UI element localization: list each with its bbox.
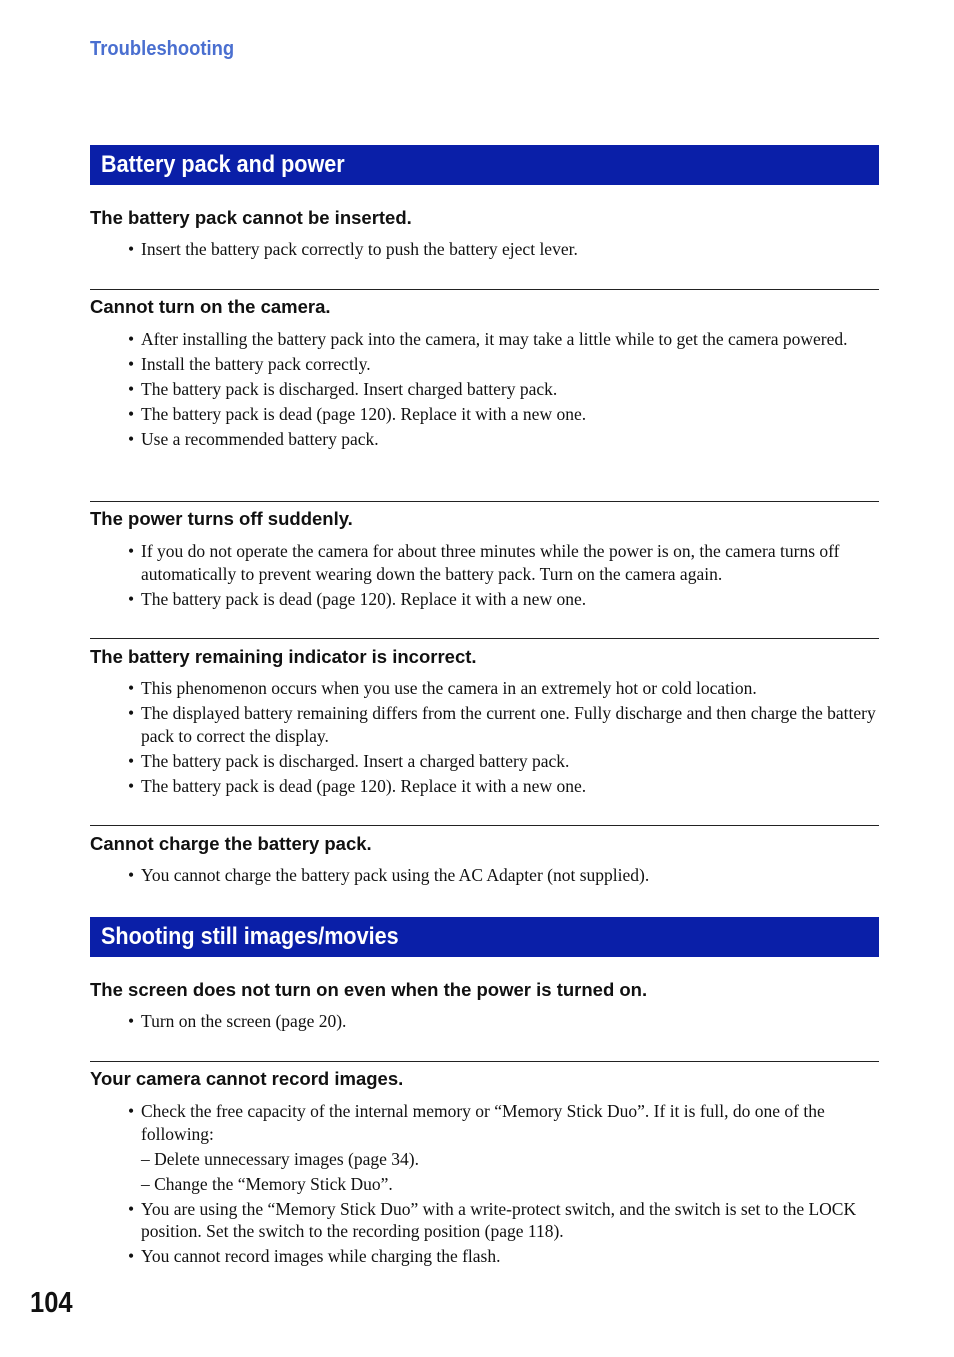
list-item: • Use a recommended battery pack. [128, 428, 880, 451]
list-item: • You cannot charge the battery pack using the AC Adapter (not supplied). [128, 864, 880, 887]
list-item: • After installing the battery pack into the camera, it may take a little while to get the camera powered. [128, 328, 880, 351]
list-item: • You cannot record images while charging the flash. [128, 1245, 880, 1268]
list-item: • Check the free capacity of the internal memory or “Memory Stick Duo”. If it is full, do one of the following: [128, 1100, 880, 1145]
answer-list [128, 1010, 880, 1035]
divider [90, 825, 879, 826]
divider [90, 638, 879, 639]
question-title: Cannot turn on the camera. [90, 296, 331, 317]
question-title: Your camera cannot record images. [90, 1068, 404, 1089]
question-title: The screen does not turn on even when the power is turned on. [90, 979, 648, 1000]
divider [90, 501, 879, 502]
list-item: • Install the battery pack correctly. [128, 353, 880, 376]
answer-list [128, 1100, 880, 1270]
list-item: • Insert the battery pack correctly to push the battery eject lever. [128, 238, 880, 261]
sub-list-item: – Delete unnecessary images (page 34). [141, 1148, 419, 1169]
list-item: • If you do not operate the camera for about three minutes while the power is on, the camera turns off automatically to prevent wearing down the battery pack. Turn on the camera again. [128, 540, 880, 585]
divider [90, 289, 879, 290]
question-title: The battery remaining indicator is incorrect. [90, 646, 477, 667]
answer-list [128, 677, 880, 800]
answer-list [128, 328, 880, 453]
running-head: Troubleshooting [90, 38, 235, 60]
list-item: • The displayed battery remaining differs from the current one. Fully discharge and then charge the battery pack to correct the display. [128, 702, 880, 747]
list-item: • This phenomenon occurs when you use the camera in an extremely hot or cold location. [128, 677, 880, 700]
list-item: • The battery pack is dead (page 120). Replace it with a new one. [128, 775, 880, 798]
list-item: • The battery pack is dead (page 120). Replace it with a new one. [128, 588, 880, 611]
list-item: • The battery pack is discharged. Insert a charged battery pack. [128, 750, 880, 773]
section-header-battery-pack-and-power [90, 145, 879, 185]
divider [90, 1061, 879, 1062]
section-header-shooting-still-images-movies [90, 917, 879, 957]
answer-list [128, 864, 880, 889]
list-item: • You are using the “Memory Stick Duo” with a write-protect switch, and the switch is set to the LOCK position. Set the switch to the recording position (page 118). [128, 1198, 880, 1243]
question-title: Cannot charge the battery pack. [90, 833, 372, 854]
section-title: Shooting still images/movies [101, 923, 399, 950]
answer-list [128, 540, 880, 613]
sub-list-item: – Change the “Memory Stick Duo”. [141, 1173, 393, 1194]
page-number: 104 [30, 1287, 73, 1319]
question-title: The battery pack cannot be inserted. [90, 207, 412, 228]
question-title: The power turns off suddenly. [90, 508, 353, 529]
section-title: Battery pack and power [101, 151, 345, 178]
list-item: • The battery pack is dead (page 120). Replace it with a new one. [128, 403, 880, 426]
list-item: • The battery pack is discharged. Insert charged battery pack. [128, 378, 880, 401]
list-item: • Turn on the screen (page 20). [128, 1010, 880, 1033]
answer-list [128, 238, 880, 263]
